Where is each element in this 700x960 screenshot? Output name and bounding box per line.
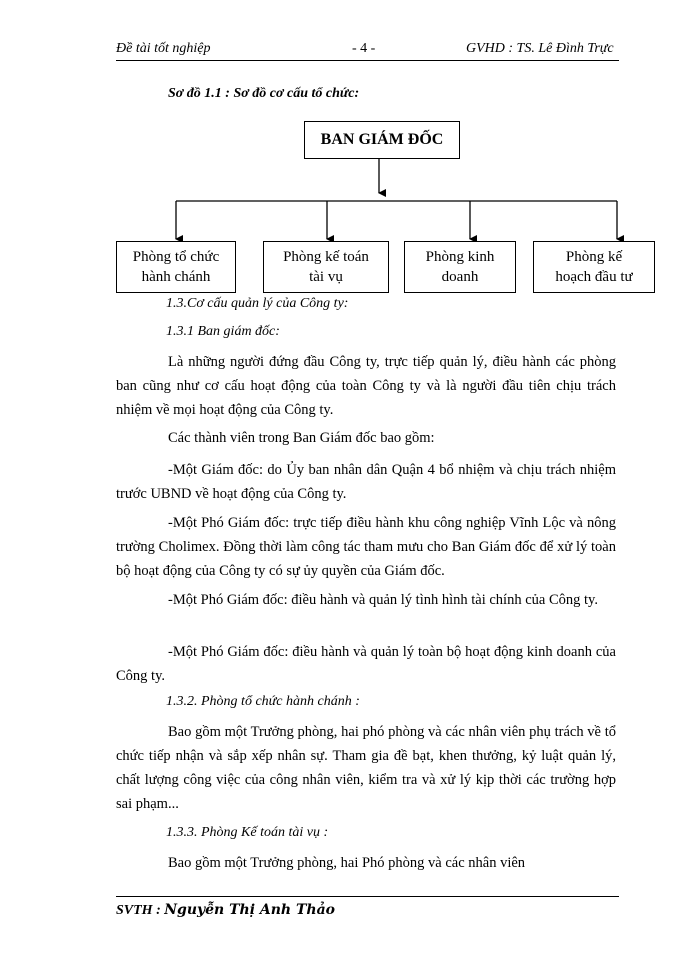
org-box-planning-line2: hoạch đầu tư bbox=[555, 269, 633, 285]
paragraph-deputy-1: -Một Phó Giám đốc: trực tiếp điều hành khu công nghiệp Vĩnh Lộc và nông trường Cholimex. Đồng thời làm công tác tham mưu cho Ban Giám đốc để xử lý toàn bộ hoạt động của Công ty có sự ủy quyền của Giám đốc. bbox=[116, 515, 616, 579]
section-1-3-heading: 1.3.Cơ cấu quản lý của Công ty: bbox=[166, 296, 349, 311]
paragraph-deputy-2: -Một Phó Giám đốc: điều hành và quản lý tình hình tài chính của Công ty. bbox=[168, 592, 598, 608]
footer-name: Nguyễn Thị Anh Thảo bbox=[164, 902, 335, 918]
org-box-board: BAN GIÁM ĐỐC bbox=[304, 121, 460, 159]
footer-rule bbox=[116, 896, 619, 897]
paragraph-members: Các thành viên trong Ban Giám đốc bao gồm: bbox=[168, 430, 435, 446]
org-box-admin-line2: hành chánh bbox=[141, 269, 211, 285]
org-box-planning bbox=[533, 241, 655, 293]
org-box-accounting bbox=[263, 241, 389, 293]
org-box-planning-line1: Phòng kế bbox=[565, 249, 623, 265]
header-left: Đề tài tốt nghiệp bbox=[116, 41, 211, 56]
footer-label: SVTH : bbox=[116, 903, 165, 918]
org-box-admin-line1: Phòng tổ chức bbox=[132, 249, 220, 265]
header-right: GVHD : TS. Lê Đình Trực bbox=[466, 41, 614, 56]
org-box-accounting-line1: Phòng kế toán bbox=[283, 249, 369, 265]
header-rule bbox=[116, 60, 619, 61]
org-box-accounting-line2: tài vụ bbox=[309, 269, 343, 285]
footer-author bbox=[116, 902, 335, 919]
section-1-3-2-heading: 1.3.2. Phòng tổ chức hành chánh : bbox=[166, 694, 360, 709]
paragraph-director: -Một Giám đốc: do Ủy ban nhân dân Quận 4 bổ nhiệm và chịu trách nhiệm trước UBND về hoạt động của Công ty. bbox=[116, 462, 616, 502]
paragraph-board-intro: Là những người đứng đầu Công ty, trực tiếp quản lý, điều hành các phòng ban cũng như cơ cấu hoạt động của toàn Công ty và là người đầu tiên chịu trách nhiệm về mọi hoạt động của Công ty. bbox=[116, 354, 616, 418]
paragraph-accounting-dept: Bao gồm một Trưởng phòng, hai Phó phòng và các nhân viên bbox=[168, 855, 526, 871]
paragraph-deputy-3: -Một Phó Giám đốc: điều hành và quản lý toàn bộ hoạt động kinh doanh của Công ty. bbox=[116, 644, 616, 684]
org-box-admin bbox=[116, 241, 236, 293]
section-1-3-1-heading: 1.3.1 Ban giám đốc: bbox=[166, 324, 280, 339]
section-1-3-3-heading: 1.3.3. Phòng Kế toán tài vụ : bbox=[166, 825, 329, 840]
page-number: - 4 - bbox=[352, 41, 376, 56]
paragraph-admin-dept: Bao gồm một Trưởng phòng, hai phó phòng và các nhân viên phụ trách về tổ chức tiếp nhận và sắp xếp nhân sự. Tham gia đề bạt, khen thưởng, kỷ luật quản lý, chất lượng công việc của công nhân viên, kiểm tra và xử lý kịp thời các trường hợp sai phạm... bbox=[116, 724, 616, 812]
org-box-business-line1: Phòng kinh bbox=[425, 249, 495, 265]
org-box-business bbox=[404, 241, 516, 293]
org-box-business-line2: doanh bbox=[441, 269, 479, 285]
diagram-caption: Sơ đồ 1.1 : Sơ đồ cơ cấu tổ chức: bbox=[168, 86, 360, 101]
